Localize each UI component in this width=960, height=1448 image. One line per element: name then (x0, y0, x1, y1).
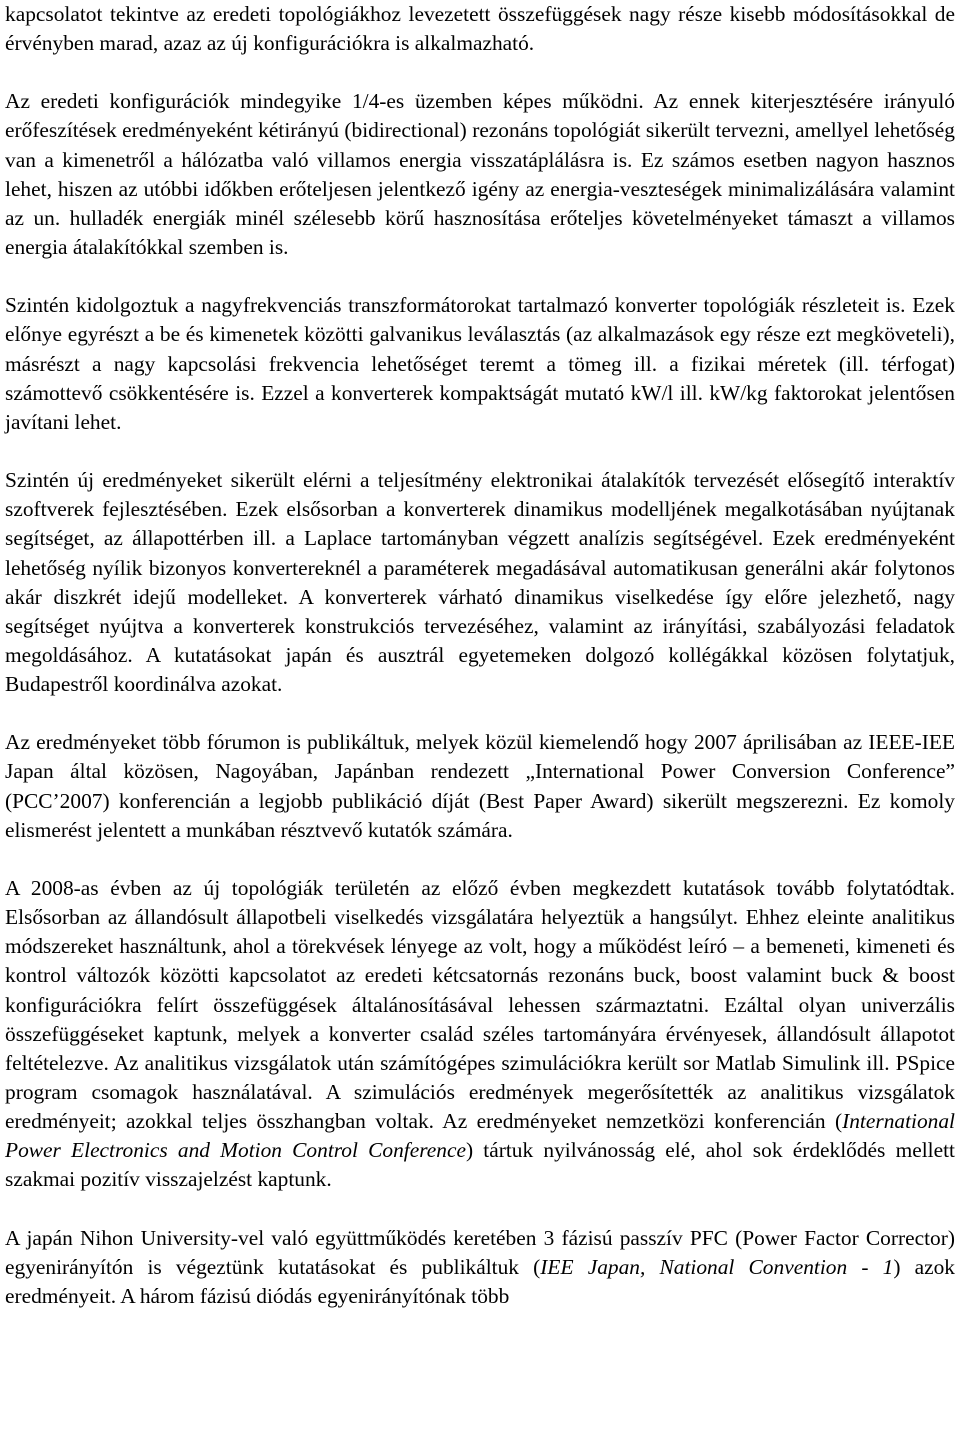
paragraph-3-text: Szintén kidolgoztuk a nagyfrekvenciás transzformátorokat tartalmazó konverter topológiák részleteit is. Ezek előnye egyrészt a be és kimenetek közötti galvanikus leválasztás (az alkalmazások egy része ezt megköveteli), másrészt a nagy kapcsolási frekvencia lehetőséget teremt a tömeg ill. a fizikai méretek (ill. térfogat) számottevő csökkentésére is. Ezzel a konverterek kompaktságát mutató kW/l ill. kW/kg faktorokat jelentősen javítani lehet. (5, 293, 955, 434)
document-page (5, 0, 955, 1311)
paragraph-gap (5, 845, 955, 874)
paragraph-gap (5, 58, 955, 87)
paragraph-gap (5, 699, 955, 728)
paragraph-2 (5, 87, 955, 262)
paragraph-7 (5, 1224, 955, 1311)
paragraph-4-text: Szintén új eredményeket sikerült elérni a teljesítmény elektronikai átalakítók tervezését elősegítő interaktív szoftverek fejlesztésében. Ezek elsősorban a konverterek dinamikus modelljének megalkotásában nyújtanak segítséget, az állapottérben ill. a Laplace tartományban végzett analízis segítségével. Ezek eredményeként lehetőség nyílik bizonyos konvertereknél a paraméterek megadásával automatikusan generálni akár folytonos akár diszkrét idejű modelleket. A konverterek várható dinamikus viselkedése így előre jelezhető, nagy segítséget nyújtva a konverterek konstrukciós tervezéséhez, valamint az irányítási, szabályozási feladatok megoldásához. A kutatásokat japán és ausztrál egyetemeken dolgozó kollégákkal közösen folytatjuk, Budapestről koordinálva azokat. (5, 468, 955, 697)
paragraph-7-text: A japán Nihon University-vel való együttműködés keretében 3 fázisú passzív PFC (Power Factor Corrector) egyenirányítón is végeztünk kutatásokat és publikáltuk ( (5, 1225, 955, 1279)
paragraph-gap (5, 437, 955, 466)
paragraph-5 (5, 728, 955, 845)
paragraph-6 (5, 874, 955, 1195)
paragraph-6-text-end: ) tártuk nyilvánosság elé, ahol sok érdeklődés mellett szakmai pozitív visszajelzést kaptunk. (5, 1138, 955, 1192)
paragraph-7-text-end: ) azok eredményeit. A három fázisú diódás egyenirányítónak több (5, 1254, 955, 1308)
paragraph-3 (5, 291, 955, 437)
paragraph-2-text: Az eredeti konfigurációk mindegyike 1/4-es üzemben képes működni. Az ennek kiterjesztésére irányuló erőfeszítések eredményeként kétirányú (bidirectional) rezonáns topológiát sikerült tervezni, amellyel lehetőség van a kimenetről a hálózatba való villamos energia visszatáplálásra is. Ez számos esetben nagyon hasznos lehet, hiszen az utóbbi időkben erőteljesen jelentkező igény az energia-veszteségek minimalizálására valamint az un. hulladék energiák minél szélesebb körű hasznosítása erőteljes követelményeket támaszt a villamos energia átalakítókkal szemben is. (5, 89, 955, 260)
paragraph-5-text: Az eredményeket több fórumon is publikáltuk, melyek közül kiemelendő hogy 2007 áprilisában az IEEE-IEE Japan által közösen, Nagoyában, Japánban rendezett „International Power Conversion Conference” (PCC’2007) konferencián a legjobb publikáció díját (Best Paper Award) sikerült megszerezni. Ez komoly elismerést jelentett a munkában résztvevő kutatók számára. (5, 730, 955, 842)
paragraph-4 (5, 466, 955, 699)
paragraph-6-text: A 2008-as évben az új topológiák területén az előző évben megkezdett kutatások tovább folytatódtak. Elsősorban az állandósult állapotbeli viselkedés vizsgálatára helyeztük a hangsúlyt. Ehhez eleinte analitikus módszereket használtunk, ahol a törekvések lényege az volt, hogy a működést leíró – a bemeneti, kimeneti és kontrol változók közötti kapcsolatot az eredeti kétcsatornás rezonáns buck, boost valamint buck & boost konfigurációkra felírt összefüggések általánosításával lehessen származtatni. Ezáltal olyan univerzális összefüggéseket kaptunk, melyek a konverter család széles tartományára érvényesek, állandósult állapotot feltételezve. Az analitikus vizsgálatok után számítógépes szimulációkra került sor Matlab Simulink ill. PSpice program csomagok használatával. A szimulációs eredmények megerősítették az analitikus vizsgálatok eredményeit; azokkal teljes összhangban voltak. Az eredményeket nemzetközi konferencián ( (5, 875, 955, 1134)
paragraph-1-text: kapcsolatot tekintve az eredeti topológiákhoz levezetett összefüggések nagy része kisebb módosításokkal de érvényben marad, azaz az új konfigurációkra is alkalmazható. (5, 2, 955, 56)
paragraph-gap (5, 1195, 955, 1224)
paragraph-1 (5, 0, 955, 58)
paragraph-gap (5, 262, 955, 291)
paragraph-7-publication-name: IEE Japan, National Convention - 1 (540, 1254, 894, 1279)
paragraph-6-conference-name: International Power Electronics and Motion Control Conference (5, 1109, 955, 1163)
